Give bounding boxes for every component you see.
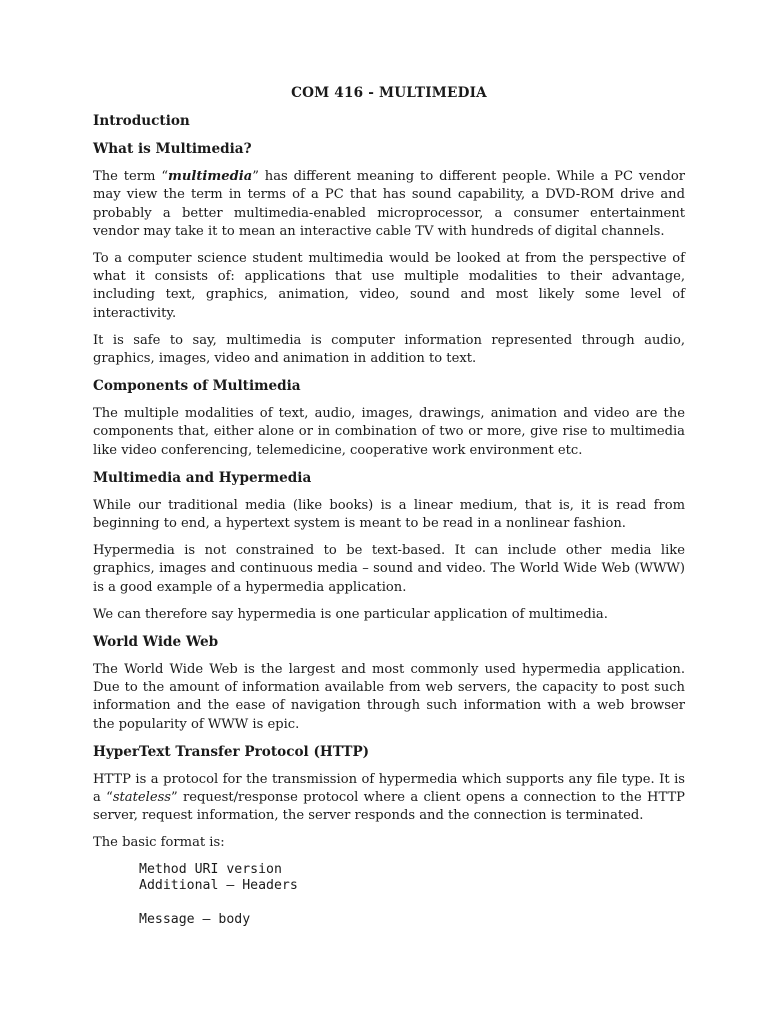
- document-page: [93, 84, 685, 928]
- paragraph-www: The World Wide Web is the largest and most commonly used hypermedia application. Due to the amount of information available from web servers, the capacity to post such information and the ease of navigation through such information with a web browser the popularity of WWW is epic.: [93, 662, 685, 732]
- paragraph-http: [93, 771, 685, 826]
- paragraph-hypermedia: Hypermedia is not constrained to be text-based. It can include other media like graphics, images and continuous media – sound and video. The World Wide Web (WWW) is a good example of a hypermedia application.: [93, 543, 685, 595]
- heading-what-is-multimedia: What is Multimedia?: [93, 141, 252, 158]
- emphasized-term: multimedia: [168, 169, 253, 185]
- code-line: Additional – Headers: [139, 878, 298, 894]
- heading-world-wide-web: World Wide Web: [93, 634, 219, 651]
- paragraph-hypermedia-conclusion: We can therefore say hypermedia is one particular application of multimedia.: [93, 606, 608, 622]
- paragraph-text: ” request/response protocol where a client opens a connection to the HTTP server, request information, the server responds and the connection is terminated.: [93, 790, 685, 824]
- heading-http: HyperText Transfer Protocol (HTTP): [93, 743, 370, 760]
- document-title: COM 416 - MULTIMEDIA: [291, 85, 487, 101]
- paragraph-multimedia-definition: [93, 168, 685, 241]
- paragraph-components: The multiple modalities of text, audio, images, drawings, animation and video are the components that, either alone or in combination of two or more, give rise to multimedia like video conferencing, telemedicine, cooperative work environment etc.: [93, 406, 685, 458]
- paragraph-text: The term “: [93, 169, 169, 185]
- code-line: Method URI version: [139, 861, 282, 877]
- code-line: Message – body: [139, 911, 251, 927]
- paragraph-basic-format: The basic format is:: [93, 835, 225, 851]
- code-block: [139, 862, 685, 929]
- paragraph-text: HTTP is a protocol for the transmission of hypermedia which supports any file type. It is a “: [93, 771, 685, 806]
- paragraph-text: ” has different meaning to different people. While a PC vendor may view the term in terms of a PC that has sound capability, a DVD-ROM drive and probably a better multimedia-enabled microprocessor, a consumer entertainment vendor may take it to mean an interactive cable TV with hundreds of digital channels.: [93, 169, 685, 239]
- heading-components: Components of Multimedia: [93, 378, 301, 395]
- section-heading-introduction: Introduction: [93, 113, 190, 130]
- code-blank-line: [139, 895, 685, 912]
- heading-multimedia-hypermedia: Multimedia and Hypermedia: [93, 469, 312, 486]
- paragraph-safe-to-say: It is safe to say, multimedia is computer information represented through audio, graphics, images, video and animation in addition to text.: [93, 332, 685, 367]
- paragraph-cs-perspective: To a computer science student multimedia would be looked at from the perspective of what it consists of: applications that use multiple modalities to their advantage, including text, graphics, animation, video, sound and most likely some level of interactivity.: [93, 251, 685, 321]
- paragraph-linear-medium: While our traditional media (like books) is a linear medium, that is, it is read from beginning to end, a hypertext system is meant to be read in a nonlinear fashion.: [93, 497, 685, 532]
- emphasized-term: stateless: [112, 790, 172, 806]
